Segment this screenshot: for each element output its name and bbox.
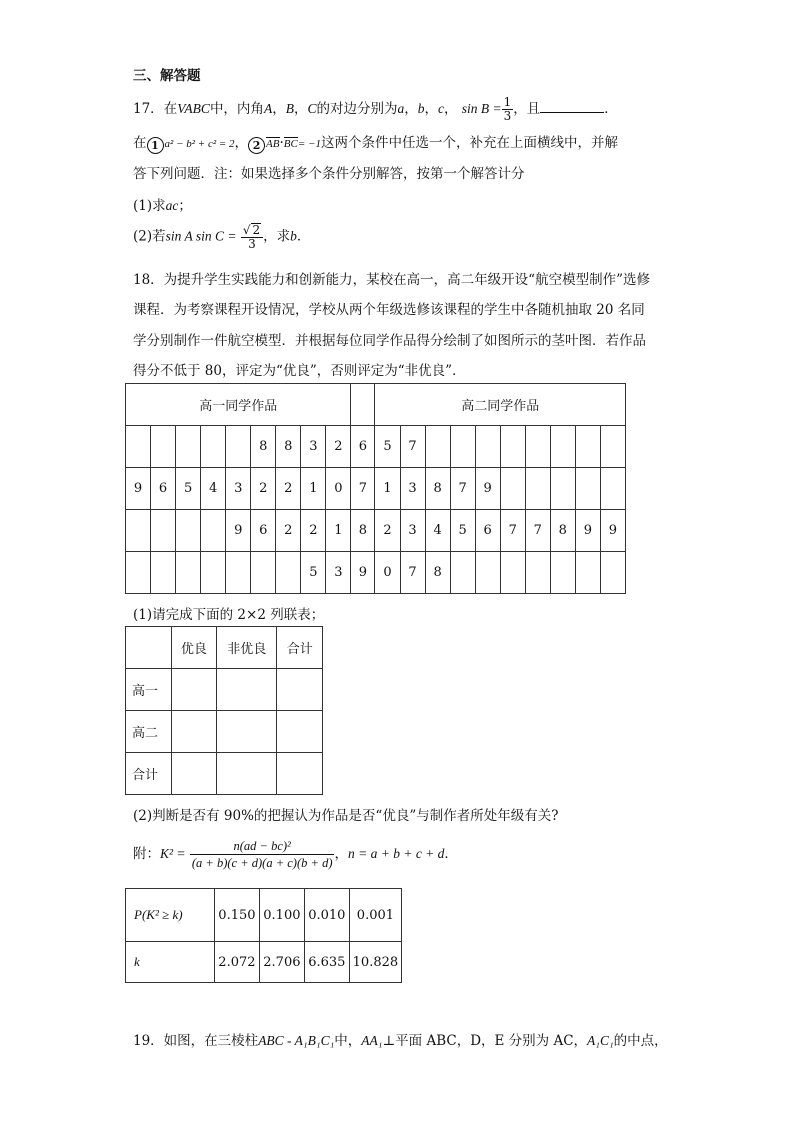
circled-one-icon: 1: [147, 137, 164, 154]
leaf-left: 9: [226, 510, 251, 552]
leaf-left: 6: [251, 510, 276, 552]
ct-row-label: 合计: [126, 753, 172, 795]
leaf-left: 8: [251, 426, 276, 468]
pk-value: 0.001: [349, 889, 401, 942]
leaf-left: 5: [301, 552, 326, 594]
leaf-right: [425, 426, 450, 468]
ct-cell[interactable]: [277, 711, 323, 753]
stem-leaf-table: [125, 383, 626, 594]
leaf-left: [251, 552, 276, 594]
leaf-right: [600, 468, 625, 510]
k-value: 6.635: [304, 942, 349, 983]
leaf-right: [525, 468, 550, 510]
leaf-left: 6: [151, 468, 176, 510]
pk-value: 0.150: [214, 889, 259, 942]
leaf-left: 3: [326, 552, 351, 594]
k-label: k: [126, 942, 215, 983]
leaf-right: 0: [375, 552, 400, 594]
stem-value: 7: [351, 468, 375, 510]
leaf-right: 9: [600, 510, 625, 552]
leaf-right: [500, 552, 525, 594]
ct-cell[interactable]: [171, 711, 217, 753]
leaf-right: 2: [375, 510, 400, 552]
leaf-left: 1: [326, 510, 351, 552]
leaf-right: 8: [550, 510, 575, 552]
leaf-right: [550, 468, 575, 510]
pk-value: 0.010: [304, 889, 349, 942]
leaf-right: [575, 552, 600, 594]
ct-cell[interactable]: [171, 669, 217, 711]
leaf-left: [126, 552, 151, 594]
stem-header-left: 高一同学作品: [126, 384, 351, 426]
leaf-left: [201, 510, 226, 552]
q18-line2: 课程．为考察课程开设情况，学校从两个年级选修该课程的学生中各随机抽取 20 名同: [133, 302, 645, 318]
leaf-right: [600, 426, 625, 468]
leaf-left: 8: [276, 426, 301, 468]
leaf-right: 7: [525, 510, 550, 552]
fraction-sqrt2-over-3: $\frac{√ 2}{3}$: [241, 223, 263, 251]
fraction-one-third: $\frac{1}{3}$: [503, 95, 512, 123]
pk-value: 0.100: [259, 889, 304, 942]
ct-cell[interactable]: [171, 753, 217, 795]
q17-part2: (2)若sin A sin C = $\frac{√ 2}{3}$ ，求b．: [133, 223, 311, 251]
ct-cell[interactable]: [217, 711, 277, 753]
leaf-right: 5: [450, 510, 475, 552]
leaf-left: [151, 510, 176, 552]
k-value: 10.828: [349, 942, 401, 983]
leaf-left: [276, 552, 301, 594]
ct-row-label: 高二: [126, 711, 172, 753]
leaf-left: [126, 510, 151, 552]
leaf-left: [176, 510, 201, 552]
leaf-right: [450, 552, 475, 594]
ct-cell[interactable]: [217, 753, 277, 795]
leaf-right: [575, 426, 600, 468]
q18-line1: 18．为提升学生实践能力和创新能力，某校在高一，高二年级开设“航空模型制作”选修: [133, 272, 650, 288]
leaf-right: 1: [375, 468, 400, 510]
stem-row: [126, 426, 626, 468]
leaf-left: 5: [176, 468, 201, 510]
answer-blank[interactable]: [540, 100, 604, 113]
leaf-right: 3: [400, 510, 425, 552]
leaf-right: 7: [450, 468, 475, 510]
leaf-right: [525, 552, 550, 594]
leaf-right: 4: [425, 510, 450, 552]
stem-value: 8: [351, 510, 375, 552]
stem-value: 9: [351, 552, 375, 594]
leaf-right: 9: [575, 510, 600, 552]
stem-value: 6: [351, 426, 375, 468]
k-value: 2.072: [214, 942, 259, 983]
leaf-right: 7: [500, 510, 525, 552]
leaf-right: 7: [400, 426, 425, 468]
leaf-right: [500, 426, 525, 468]
q18-line3: 学分别制作一件航空模型．并根据每位同学作品得分绘制了如图所示的茎叶图．若作品: [133, 333, 646, 349]
q17-line3: 答下列问题．注：如果选择多个条件分别解答，按第一个解答计分: [133, 166, 525, 182]
leaf-left: 2: [276, 468, 301, 510]
leaf-left: 2: [276, 510, 301, 552]
ct-cell[interactable]: [277, 753, 323, 795]
leaf-right: 8: [425, 552, 450, 594]
leaf-left: [201, 552, 226, 594]
leaf-right: 8: [425, 468, 450, 510]
ct-header-not-good: 非优良: [217, 627, 277, 669]
leaf-left: [226, 426, 251, 468]
leaf-right: [500, 468, 525, 510]
ct-header-total: 合计: [277, 627, 323, 669]
pk-label: P(K² ≥ k): [126, 889, 215, 942]
stem-row: [126, 510, 626, 552]
leaf-right: 3: [400, 468, 425, 510]
leaf-right: [600, 552, 625, 594]
section-title: 三、解答题: [133, 68, 201, 84]
q17-part1: (1)求ac；: [133, 198, 192, 214]
leaf-right: [575, 468, 600, 510]
k-value: 2.706: [259, 942, 304, 983]
leaf-left: 0: [326, 468, 351, 510]
leaf-right: 6: [475, 510, 500, 552]
leaf-right: 7: [400, 552, 425, 594]
ct-cell[interactable]: [277, 669, 323, 711]
leaf-right: [475, 426, 500, 468]
leaf-right: 9: [475, 468, 500, 510]
leaf-left: 2: [251, 468, 276, 510]
circled-two-icon: 2: [248, 137, 265, 154]
stem-header-right: 高二同学作品: [375, 384, 626, 426]
q18-part1: (1)请完成下面的 2×2 列联表；: [133, 607, 325, 623]
ct-cell[interactable]: [217, 669, 277, 711]
leaf-left: [226, 552, 251, 594]
leaf-left: [151, 552, 176, 594]
leaf-right: 5: [375, 426, 400, 468]
leaf-right: [525, 426, 550, 468]
leaf-right: [550, 426, 575, 468]
leaf-left: 3: [226, 468, 251, 510]
leaf-left: 2: [301, 510, 326, 552]
leaf-left: [126, 426, 151, 468]
stem-row: [126, 552, 626, 594]
chi-square-formula: 附：K² = $\frac{\text{n(ad − bc)²}}{(a + b)(c + d)(a + c)(b + d)}$ ，n = a + b + c + d．: [133, 839, 458, 870]
leaf-left: 3: [301, 426, 326, 468]
q17-line1: 17．在VABC中，内角A，B，C的对边分别为a，b，c， sin B = $\frac{1}{3}$ ，且 ．: [133, 95, 618, 123]
leaf-left: [176, 426, 201, 468]
q18-part2: (2)判断是否有 90%的把握认为作品是否“优良”与制作者所处年级有关?: [133, 808, 559, 824]
leaf-right: [550, 552, 575, 594]
critical-value-table: [125, 888, 402, 983]
leaf-left: 4: [201, 468, 226, 510]
leaf-left: [201, 426, 226, 468]
leaf-left: 9: [126, 468, 151, 510]
q18-line4: 得分不低于 80，评定为“优良”，否则评定为“非优良”．: [133, 363, 466, 379]
leaf-left: [151, 426, 176, 468]
leaf-left: 1: [301, 468, 326, 510]
leaf-left: [176, 552, 201, 594]
ct-row-label: 高一: [126, 669, 172, 711]
sinB-expr: sin B =: [461, 101, 502, 116]
q19-line1: 19．如图，在三棱柱ABC - A₁B₁C₁中，AA₁⊥平面 ABC，D，E 分别为 AC，A₁C₁的中点，: [133, 1033, 668, 1049]
ct-header-blank: [126, 627, 172, 669]
ct-header-good: 优良: [171, 627, 217, 669]
leaf-left: 2: [326, 426, 351, 468]
stem-header-stem: [351, 384, 375, 426]
stem-row: [126, 468, 626, 510]
contingency-table: [125, 626, 323, 795]
leaf-right: [475, 552, 500, 594]
q17-line2: 在 1 a² − b² + c² = 2， 2 AB·BC= −1这两个条件中任选一个，补充在上面横线中，并解: [133, 135, 618, 152]
leaf-right: [450, 426, 475, 468]
